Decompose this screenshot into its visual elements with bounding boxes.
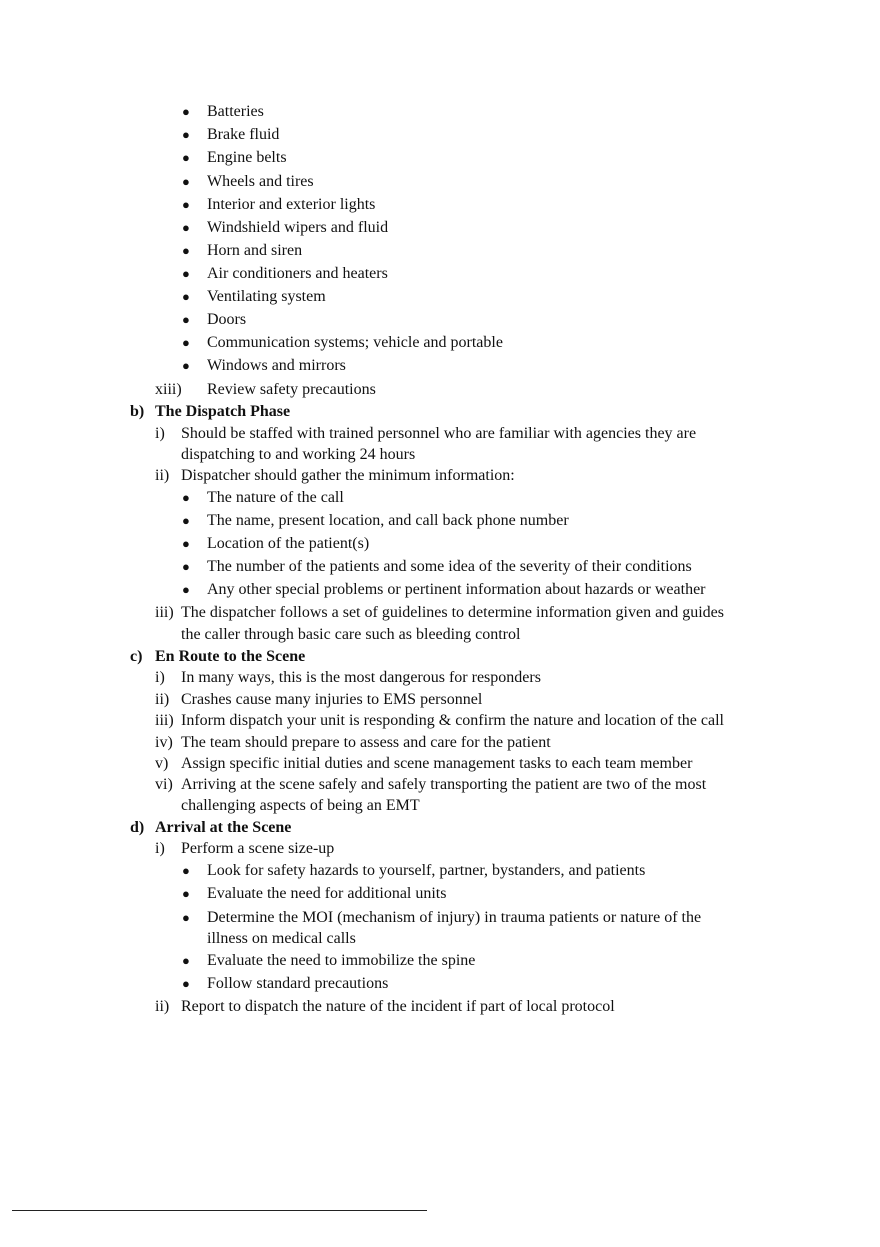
item-number: iii) (155, 604, 174, 621)
bullet-icon: ● (182, 953, 190, 968)
item-text: Perform a scene size-up (181, 840, 335, 857)
item-number: i) (155, 840, 165, 857)
item-text-continued: the caller through basic care such as bleeding control (181, 626, 521, 643)
item-text: Inform dispatch your unit is responding & confirm the nature and location of the call (181, 712, 724, 729)
bullet-icon: ● (182, 886, 190, 901)
bullet-icon: ● (182, 197, 190, 212)
list-item: Doors (207, 311, 247, 328)
item-number: i) (155, 425, 165, 442)
list-item: Determine the MOI (mechanism of injury) in trauma patients or nature of the (207, 909, 702, 926)
bullet-icon: ● (182, 266, 190, 281)
item-number: iii) (155, 712, 174, 729)
list-item: Wheels and tires (207, 173, 314, 190)
list-item: Horn and siren (207, 242, 303, 259)
bullet-icon: ● (182, 910, 190, 925)
section-label: b) (130, 403, 145, 420)
item-text-continued: challenging aspects of being an EMT (181, 797, 420, 814)
item-text: Dispatcher should gather the minimum information: (181, 467, 515, 484)
list-item: Location of the patient(s) (207, 535, 370, 552)
item-text: Assign specific initial duties and scene management tasks to each team member (181, 755, 693, 772)
item-text: The team should prepare to assess and care for the patient (181, 734, 551, 751)
bullet-icon: ● (182, 150, 190, 165)
list-item: The nature of the call (207, 489, 344, 506)
bullet-icon: ● (182, 104, 190, 119)
section-label: c) (130, 648, 143, 665)
list-item: Windshield wipers and fluid (207, 219, 389, 236)
bullet-icon: ● (182, 127, 190, 142)
list-item: Batteries (207, 103, 264, 120)
section-heading: The Dispatch Phase (155, 403, 291, 420)
bullet-icon: ● (182, 559, 190, 574)
list-item-continued: illness on medical calls (207, 930, 356, 947)
list-item: Brake fluid (207, 126, 280, 143)
item-text: Should be staffed with trained personnel who are familiar with agencies they are (181, 425, 697, 442)
item-number: i) (155, 669, 165, 686)
bullet-icon: ● (182, 358, 190, 373)
item-text-continued: dispatching to and working 24 hours (181, 446, 416, 463)
list-item: Communication systems; vehicle and portable (207, 334, 503, 351)
item-number: ii) (155, 998, 170, 1015)
item-number: ii) (155, 467, 170, 484)
list-item: Windows and mirrors (207, 357, 346, 374)
list-item: Air conditioners and heaters (207, 265, 388, 282)
section-heading: Arrival at the Scene (155, 819, 292, 836)
list-item: Look for safety hazards to yourself, partner, bystanders, and patients (207, 862, 646, 879)
list-item: Interior and exterior lights (207, 196, 376, 213)
item-number: xiii) (155, 381, 182, 398)
bullet-icon: ● (182, 243, 190, 258)
list-item: The name, present location, and call back phone number (207, 512, 569, 529)
list-item: Follow standard precautions (207, 975, 389, 992)
bullet-icon: ● (182, 582, 190, 597)
bullet-icon: ● (182, 220, 190, 235)
footnote-separator (12, 1210, 427, 1211)
item-text: Report to dispatch the nature of the incident if part of local protocol (181, 998, 615, 1015)
item-number: v) (155, 755, 169, 772)
item-text: Crashes cause many injuries to EMS personnel (181, 691, 483, 708)
item-text: The dispatcher follows a set of guidelines to determine information given and guides (181, 604, 724, 621)
item-number: iv) (155, 734, 173, 751)
list-item: Ventilating system (207, 288, 326, 305)
item-number: vi) (155, 776, 173, 793)
bullet-icon: ● (182, 312, 190, 327)
bullet-icon: ● (182, 976, 190, 991)
bullet-icon: ● (182, 536, 190, 551)
bullet-icon: ● (182, 289, 190, 304)
list-item: Engine belts (207, 149, 287, 166)
bullet-icon: ● (182, 174, 190, 189)
bullet-icon: ● (182, 863, 190, 878)
item-text: In many ways, this is the most dangerous for responders (181, 669, 541, 686)
bullet-icon: ● (182, 335, 190, 350)
list-item: The number of the patients and some idea of the severity of their conditions (207, 558, 692, 575)
section-heading: En Route to the Scene (155, 648, 306, 665)
list-item: Evaluate the need to immobilize the spine (207, 952, 476, 969)
list-item: Evaluate the need for additional units (207, 885, 447, 902)
section-label: d) (130, 819, 145, 836)
bullet-icon: ● (182, 513, 190, 528)
list-item: Any other special problems or pertinent information about hazards or weather (207, 581, 706, 598)
item-number: ii) (155, 691, 170, 708)
bullet-icon: ● (182, 490, 190, 505)
item-text: Arriving at the scene safely and safely transporting the patient are two of the most (181, 776, 707, 793)
item-text: Review safety precautions (207, 381, 376, 398)
